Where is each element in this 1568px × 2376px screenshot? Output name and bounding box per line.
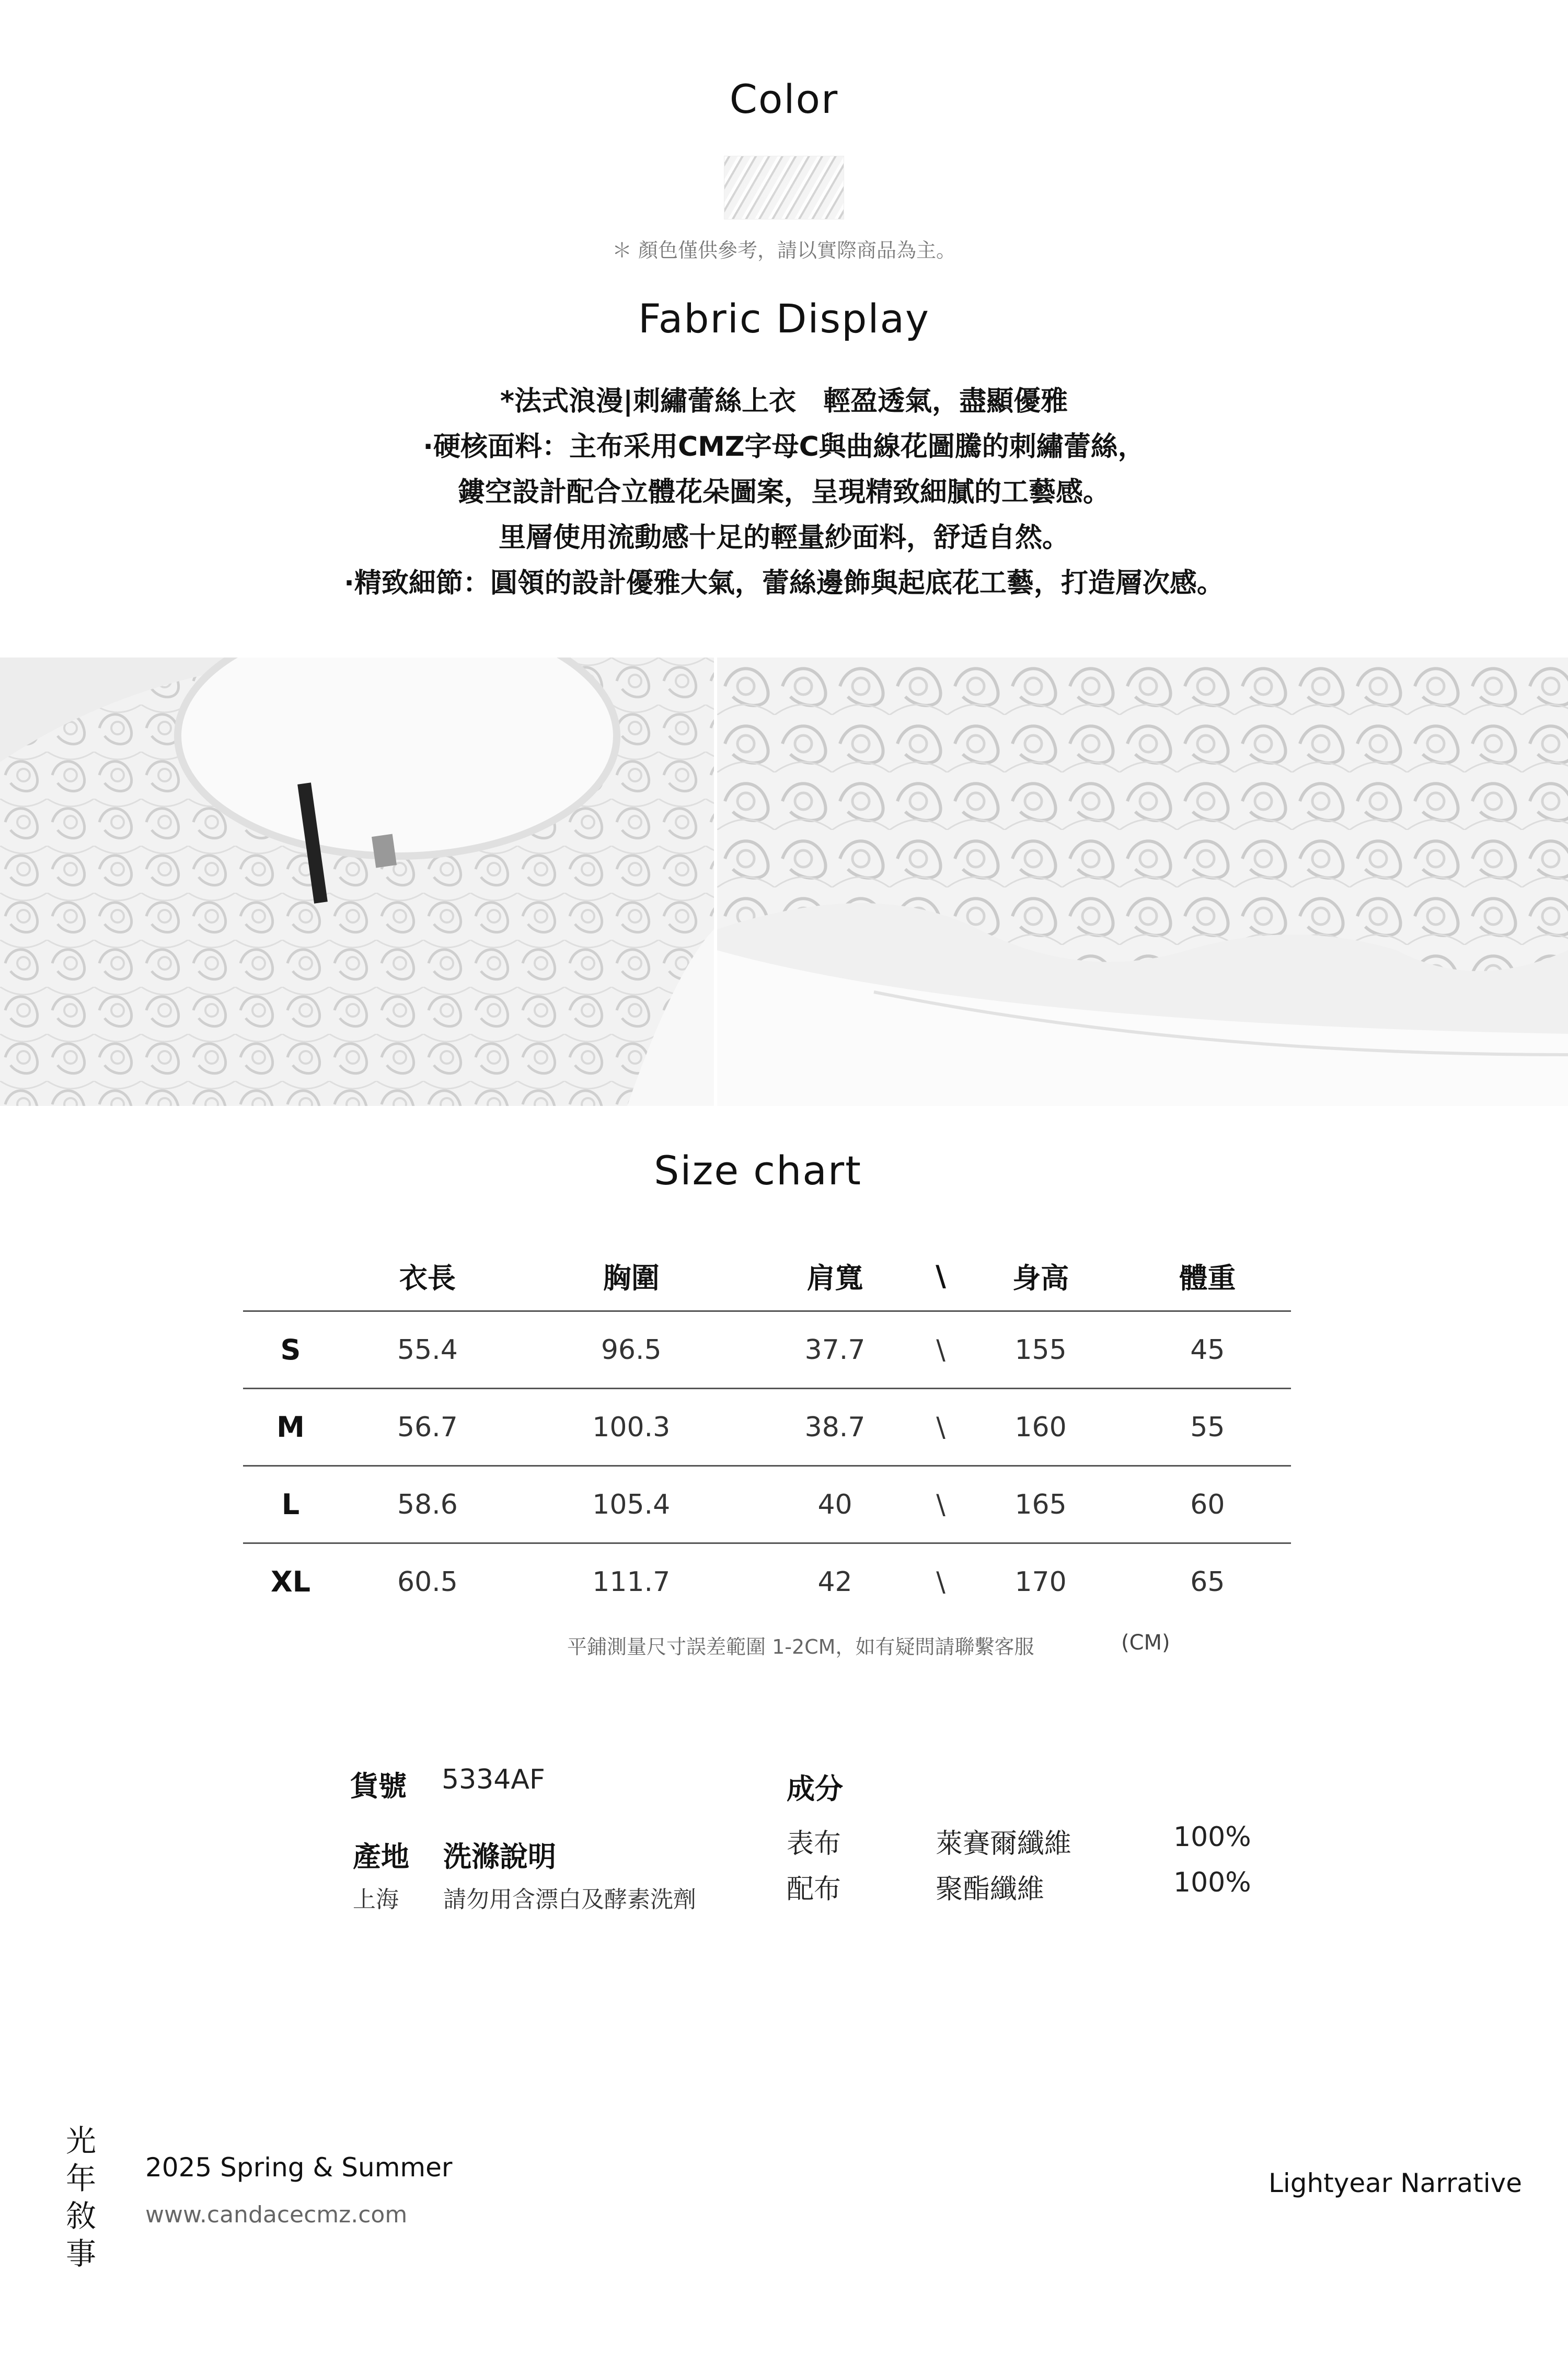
table-cell: 60.5 [338, 1543, 517, 1620]
item-number: 5334AF [442, 1764, 545, 1795]
header-shoulder: 肩寬 [806, 1261, 863, 1295]
brand-char: 光 [65, 2123, 96, 2159]
table-cell: 96.5 [517, 1311, 746, 1389]
table-cell: 37.7 [746, 1311, 925, 1389]
header-sleeve: \ [936, 1259, 946, 1293]
table-cell: 155 [958, 1311, 1124, 1389]
composition-percent: 100% [1173, 1867, 1251, 1898]
fabric-photo-hem [717, 658, 1568, 1106]
size-label: S [243, 1311, 338, 1389]
table-cell: \ [924, 1311, 957, 1389]
size-table [243, 1241, 1291, 1620]
table-cell: 56.7 [338, 1389, 517, 1466]
table-cell: 40 [746, 1466, 925, 1543]
table-cell: 65 [1124, 1543, 1291, 1620]
table-cell: 55 [1124, 1389, 1291, 1466]
table-row [243, 1466, 1291, 1543]
table-cell: 170 [958, 1543, 1124, 1620]
header-weight: 體重 [1179, 1261, 1236, 1295]
composition-material: 聚酯纖維 [936, 1874, 1045, 1905]
table-cell: 45 [1124, 1311, 1291, 1389]
table-cell: 100.3 [517, 1389, 746, 1466]
fabric-title: Fabric Display [638, 295, 930, 342]
table-row [243, 1311, 1291, 1389]
origin-label: 產地 [353, 1840, 409, 1873]
fabric-photo-neckline [0, 658, 714, 1106]
composition-material: 萊賽爾纖維 [936, 1828, 1072, 1860]
composition-percent: 100% [1173, 1821, 1251, 1853]
fabric-line-5: ·精致細節：圓領的設計優雅大氣，蕾絲邊飾與起底花工藝，打造層次感。 [344, 568, 1224, 599]
brand-char: 事 [65, 2236, 96, 2271]
table-cell: 55.4 [338, 1311, 517, 1389]
origin-value: 上海 [353, 1886, 399, 1913]
table-row [243, 1389, 1291, 1466]
fabric-line-1: *法式浪漫|刺繡蕾絲上衣 輕盈透氣，盡顯優雅 [500, 386, 1068, 417]
table-cell: 105.4 [517, 1466, 746, 1543]
size-label: L [243, 1466, 338, 1543]
website-link[interactable]: www.candacecmz.com [145, 2201, 408, 2228]
composition-part: 表布 [787, 1828, 841, 1860]
table-cell: 60 [1124, 1466, 1291, 1543]
size-label: M [243, 1389, 338, 1466]
header-height: 身高 [1012, 1261, 1069, 1295]
table-cell: 38.7 [746, 1389, 925, 1466]
item-number-label: 貨號 [350, 1770, 407, 1803]
table-cell: 160 [958, 1389, 1124, 1466]
season-label: 2025 Spring & Summer [145, 2152, 453, 2183]
table-cell: 42 [746, 1543, 925, 1620]
brand-char: 年 [65, 2161, 96, 2196]
header-length: 衣長 [399, 1261, 456, 1295]
size-note: 平鋪測量尺寸誤差範圍 1-2CM，如有疑問請聯繫客服 [567, 1635, 1034, 1658]
table-cell: 165 [958, 1466, 1124, 1543]
wash-label: 洗滌說明 [443, 1840, 556, 1873]
wash-value: 請勿用含漂白及酵素洗劑 [443, 1886, 696, 1913]
composition-part: 配布 [787, 1874, 841, 1905]
table-cell: 111.7 [517, 1543, 746, 1620]
brand-slogan: Lightyear Narrative [1269, 2168, 1522, 2198]
table-cell: \ [924, 1543, 957, 1620]
color-note: ＊ 顏色僅供參考，請以實際商品為主。 [612, 239, 956, 262]
color-swatch[interactable] [724, 156, 844, 220]
table-cell: \ [924, 1389, 957, 1466]
header-blank [243, 1241, 338, 1311]
header-chest: 胸圍 [603, 1261, 660, 1295]
size-unit: (CM) [1121, 1631, 1170, 1655]
composition-label: 成分 [787, 1772, 843, 1805]
fabric-line-2: ·硬核面料：主布采用CMZ字母C與曲線花圖騰的刺繡蕾絲， [423, 431, 1145, 463]
table-cell: 58.6 [338, 1466, 517, 1543]
size-label: XL [243, 1543, 338, 1620]
color-title: Color [729, 76, 839, 122]
fabric-line-3: 鏤空設計配合立體花朵圖案，呈現精致細膩的工藝感。 [457, 477, 1110, 508]
fabric-description [0, 379, 1568, 606]
table-row [243, 1543, 1291, 1620]
table-cell: \ [924, 1466, 957, 1543]
brand-char: 敘 [65, 2198, 96, 2234]
brand-vertical-logo [63, 2122, 99, 2273]
size-chart-title: Size chart [654, 1147, 862, 1194]
size-table-header [243, 1241, 1291, 1311]
fabric-line-4: 里層使用流動感十足的輕量紗面料，舒适自然。 [498, 522, 1069, 553]
